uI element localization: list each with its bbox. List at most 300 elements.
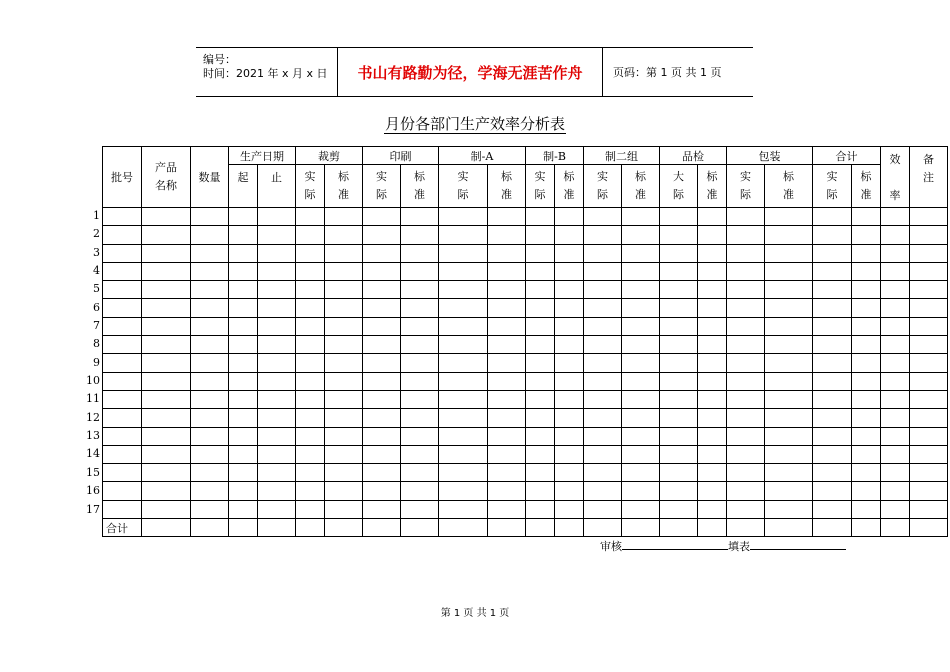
table-cell[interactable] (103, 464, 142, 482)
table-cell[interactable] (910, 262, 948, 280)
table-cell[interactable] (401, 500, 439, 518)
table-cell[interactable] (401, 262, 439, 280)
table-cell[interactable] (727, 317, 765, 335)
review-blank[interactable] (622, 539, 728, 550)
table-cell[interactable] (191, 262, 229, 280)
table-cell[interactable] (622, 262, 660, 280)
table-cell[interactable] (584, 299, 622, 317)
table-cell[interactable] (296, 299, 325, 317)
table-cell[interactable] (881, 317, 910, 335)
table-cell[interactable] (698, 464, 727, 482)
table-cell[interactable] (660, 519, 698, 537)
table-cell[interactable] (103, 317, 142, 335)
table-cell[interactable] (727, 299, 765, 317)
table-cell[interactable] (584, 500, 622, 518)
table-cell[interactable] (813, 281, 852, 299)
table-cell[interactable] (852, 226, 881, 244)
table-cell[interactable] (584, 336, 622, 354)
table-cell[interactable] (103, 262, 142, 280)
table-cell[interactable] (727, 208, 765, 226)
table-cell[interactable] (401, 336, 439, 354)
table-cell[interactable] (881, 390, 910, 408)
table-cell[interactable] (439, 336, 488, 354)
table-cell[interactable] (765, 299, 813, 317)
table-cell[interactable] (401, 519, 439, 537)
table-cell[interactable] (910, 427, 948, 445)
table-cell[interactable] (401, 445, 439, 463)
table-cell[interactable] (765, 390, 813, 408)
table-cell[interactable] (191, 372, 229, 390)
table-cell[interactable] (622, 244, 660, 262)
table-cell[interactable] (910, 208, 948, 226)
table-cell[interactable] (258, 262, 296, 280)
table-cell[interactable] (401, 208, 439, 226)
table-cell[interactable] (584, 519, 622, 537)
table-cell[interactable] (813, 500, 852, 518)
table-cell[interactable] (325, 482, 363, 500)
table-cell[interactable] (191, 519, 229, 537)
table-cell[interactable] (698, 390, 727, 408)
table-cell[interactable] (258, 208, 296, 226)
table-cell[interactable] (555, 299, 584, 317)
table-cell[interactable] (229, 317, 258, 335)
table-cell[interactable] (488, 482, 526, 500)
table-cell[interactable] (363, 299, 401, 317)
table-cell[interactable] (258, 409, 296, 427)
table-cell[interactable] (296, 409, 325, 427)
table-cell[interactable] (622, 500, 660, 518)
table-cell[interactable] (881, 262, 910, 280)
table-cell[interactable] (258, 372, 296, 390)
table-cell[interactable] (910, 226, 948, 244)
table-cell[interactable] (142, 390, 191, 408)
table-cell[interactable] (555, 519, 584, 537)
table-cell[interactable] (439, 409, 488, 427)
table-cell[interactable] (488, 354, 526, 372)
table-cell[interactable] (660, 281, 698, 299)
table-cell[interactable] (555, 281, 584, 299)
table-cell[interactable] (765, 208, 813, 226)
table-cell[interactable] (881, 244, 910, 262)
table-cell[interactable] (258, 299, 296, 317)
table-cell[interactable] (103, 244, 142, 262)
table-cell[interactable] (526, 500, 555, 518)
table-cell[interactable] (526, 427, 555, 445)
table-cell[interactable] (296, 281, 325, 299)
table-cell[interactable] (363, 482, 401, 500)
table-cell[interactable] (727, 281, 765, 299)
table-cell[interactable] (555, 427, 584, 445)
table-cell[interactable] (852, 262, 881, 280)
table-cell[interactable] (142, 299, 191, 317)
table-cell[interactable] (191, 500, 229, 518)
table-cell[interactable] (229, 262, 258, 280)
table-cell[interactable] (584, 354, 622, 372)
table-cell[interactable] (813, 208, 852, 226)
table-cell[interactable] (852, 500, 881, 518)
table-cell[interactable] (103, 500, 142, 518)
table-cell[interactable] (325, 226, 363, 244)
table-cell[interactable] (363, 354, 401, 372)
table-cell[interactable] (142, 464, 191, 482)
table-cell[interactable] (852, 299, 881, 317)
table-cell[interactable] (439, 299, 488, 317)
table-cell[interactable] (191, 317, 229, 335)
table-cell[interactable] (660, 317, 698, 335)
table-cell[interactable] (765, 281, 813, 299)
table-cell[interactable] (813, 445, 852, 463)
table-cell[interactable] (727, 464, 765, 482)
table-cell[interactable] (363, 317, 401, 335)
table-cell[interactable] (660, 244, 698, 262)
table-cell[interactable] (765, 244, 813, 262)
table-cell[interactable] (191, 208, 229, 226)
table-cell[interactable] (401, 372, 439, 390)
table-cell[interactable] (910, 519, 948, 537)
table-cell[interactable] (363, 262, 401, 280)
table-cell[interactable] (439, 464, 488, 482)
table-cell[interactable] (142, 317, 191, 335)
table-cell[interactable] (555, 354, 584, 372)
table-cell[interactable] (910, 281, 948, 299)
table-cell[interactable] (229, 299, 258, 317)
table-cell[interactable] (363, 427, 401, 445)
table-cell[interactable] (103, 390, 142, 408)
table-cell[interactable] (191, 354, 229, 372)
table-cell[interactable] (765, 519, 813, 537)
table-cell[interactable] (488, 336, 526, 354)
table-cell[interactable] (881, 500, 910, 518)
table-cell[interactable] (765, 354, 813, 372)
table-cell[interactable] (229, 372, 258, 390)
table-cell[interactable] (142, 445, 191, 463)
table-cell[interactable] (622, 317, 660, 335)
table-cell[interactable] (852, 519, 881, 537)
table-cell[interactable] (401, 482, 439, 500)
table-cell[interactable] (103, 409, 142, 427)
table-cell[interactable] (488, 226, 526, 244)
table-cell[interactable] (191, 445, 229, 463)
table-cell[interactable] (660, 464, 698, 482)
table-cell[interactable] (698, 226, 727, 244)
table-cell[interactable] (622, 372, 660, 390)
table-cell[interactable] (852, 281, 881, 299)
table-cell[interactable] (910, 464, 948, 482)
table-cell[interactable] (103, 427, 142, 445)
table-cell[interactable] (325, 409, 363, 427)
table-cell[interactable] (660, 299, 698, 317)
table-cell[interactable] (439, 445, 488, 463)
table-cell[interactable] (363, 336, 401, 354)
table-cell[interactable] (325, 500, 363, 518)
table-cell[interactable] (488, 390, 526, 408)
table-cell[interactable] (910, 354, 948, 372)
table-cell[interactable] (660, 482, 698, 500)
table-cell[interactable] (698, 519, 727, 537)
table-cell[interactable] (622, 336, 660, 354)
table-cell[interactable] (660, 427, 698, 445)
table-cell[interactable] (765, 336, 813, 354)
table-cell[interactable] (325, 519, 363, 537)
table-cell[interactable] (142, 519, 191, 537)
table-cell[interactable] (439, 500, 488, 518)
table-cell[interactable] (488, 445, 526, 463)
table-cell[interactable] (584, 281, 622, 299)
table-cell[interactable] (660, 354, 698, 372)
table-cell[interactable] (881, 281, 910, 299)
table-cell[interactable] (488, 464, 526, 482)
table-cell[interactable] (660, 445, 698, 463)
table-cell[interactable] (727, 372, 765, 390)
table-cell[interactable] (191, 336, 229, 354)
table-cell[interactable] (258, 464, 296, 482)
table-cell[interactable] (622, 226, 660, 244)
table-cell[interactable] (142, 262, 191, 280)
table-cell[interactable] (401, 281, 439, 299)
table-cell[interactable] (910, 299, 948, 317)
table-cell[interactable] (439, 372, 488, 390)
table-cell[interactable] (698, 427, 727, 445)
table-cell[interactable] (229, 281, 258, 299)
table-cell[interactable] (401, 299, 439, 317)
table-cell[interactable] (258, 226, 296, 244)
table-cell[interactable] (142, 208, 191, 226)
table-cell[interactable] (296, 482, 325, 500)
table-cell[interactable] (258, 336, 296, 354)
table-cell[interactable] (401, 244, 439, 262)
table-cell[interactable] (191, 427, 229, 445)
table-cell[interactable] (881, 336, 910, 354)
table-cell[interactable] (142, 500, 191, 518)
table-cell[interactable] (325, 445, 363, 463)
table-cell[interactable] (103, 226, 142, 244)
table-cell[interactable] (727, 226, 765, 244)
table-cell[interactable] (584, 372, 622, 390)
table-cell[interactable] (325, 244, 363, 262)
table-cell[interactable] (660, 262, 698, 280)
table-cell[interactable] (296, 317, 325, 335)
table-cell[interactable] (813, 336, 852, 354)
table-cell[interactable] (910, 500, 948, 518)
table-cell[interactable] (852, 445, 881, 463)
table-cell[interactable] (103, 281, 142, 299)
table-cell[interactable] (727, 244, 765, 262)
table-cell[interactable] (325, 317, 363, 335)
table-cell[interactable] (526, 208, 555, 226)
table-cell[interactable] (526, 409, 555, 427)
table-cell[interactable] (727, 482, 765, 500)
table-cell[interactable] (229, 354, 258, 372)
table-cell[interactable] (555, 226, 584, 244)
table-cell[interactable] (526, 262, 555, 280)
table-cell[interactable] (526, 317, 555, 335)
table-cell[interactable] (363, 445, 401, 463)
table-cell[interactable] (727, 390, 765, 408)
table-cell[interactable] (765, 262, 813, 280)
table-cell[interactable] (296, 354, 325, 372)
filled-by-blank[interactable] (750, 539, 846, 550)
table-cell[interactable] (727, 336, 765, 354)
table-cell[interactable] (142, 354, 191, 372)
table-cell[interactable] (910, 244, 948, 262)
table-cell[interactable] (142, 281, 191, 299)
table-cell[interactable] (765, 226, 813, 244)
table-cell[interactable] (258, 500, 296, 518)
table-cell[interactable] (852, 464, 881, 482)
table-cell[interactable] (142, 482, 191, 500)
table-cell[interactable] (488, 500, 526, 518)
table-cell[interactable] (584, 390, 622, 408)
table-cell[interactable] (852, 244, 881, 262)
table-cell[interactable] (727, 519, 765, 537)
table-cell[interactable] (296, 519, 325, 537)
table-cell[interactable] (142, 427, 191, 445)
table-cell[interactable] (698, 317, 727, 335)
table-cell[interactable] (325, 354, 363, 372)
table-cell[interactable] (622, 464, 660, 482)
table-cell[interactable] (296, 262, 325, 280)
table-cell[interactable] (813, 482, 852, 500)
table-cell[interactable] (813, 244, 852, 262)
table-cell[interactable] (325, 372, 363, 390)
table-cell[interactable] (813, 390, 852, 408)
table-cell[interactable] (622, 281, 660, 299)
table-cell[interactable] (727, 500, 765, 518)
table-cell[interactable] (698, 500, 727, 518)
table-cell[interactable] (229, 409, 258, 427)
table-cell[interactable] (813, 226, 852, 244)
table-cell[interactable] (555, 445, 584, 463)
table-cell[interactable] (488, 427, 526, 445)
table-cell[interactable] (813, 372, 852, 390)
table-cell[interactable] (698, 244, 727, 262)
table-cell[interactable] (526, 281, 555, 299)
table-cell[interactable] (555, 409, 584, 427)
table-cell[interactable] (229, 244, 258, 262)
table-cell[interactable] (881, 372, 910, 390)
table-cell[interactable] (488, 208, 526, 226)
table-cell[interactable] (584, 317, 622, 335)
table-cell[interactable] (296, 390, 325, 408)
table-cell[interactable] (852, 208, 881, 226)
table-cell[interactable] (765, 409, 813, 427)
table-cell[interactable] (142, 244, 191, 262)
table-cell[interactable] (555, 208, 584, 226)
table-cell[interactable] (325, 390, 363, 408)
table-cell[interactable] (852, 390, 881, 408)
table-cell[interactable] (698, 262, 727, 280)
table-cell[interactable] (526, 336, 555, 354)
table-cell[interactable] (103, 372, 142, 390)
table-cell[interactable] (910, 336, 948, 354)
table-cell[interactable] (813, 354, 852, 372)
table-cell[interactable] (401, 427, 439, 445)
table-cell[interactable] (881, 208, 910, 226)
table-cell[interactable] (296, 464, 325, 482)
table-cell[interactable] (660, 409, 698, 427)
table-cell[interactable] (584, 262, 622, 280)
table-cell[interactable] (103, 445, 142, 463)
table-cell[interactable] (813, 464, 852, 482)
table-cell[interactable] (526, 354, 555, 372)
table-cell[interactable] (325, 336, 363, 354)
table-cell[interactable] (258, 317, 296, 335)
table-cell[interactable] (439, 226, 488, 244)
table-cell[interactable] (765, 482, 813, 500)
table-cell[interactable] (439, 519, 488, 537)
table-cell[interactable] (325, 281, 363, 299)
table-cell[interactable] (439, 390, 488, 408)
table-cell[interactable] (813, 299, 852, 317)
table-cell[interactable] (103, 336, 142, 354)
table-cell[interactable] (622, 519, 660, 537)
table-cell[interactable] (584, 482, 622, 500)
table-cell[interactable] (363, 372, 401, 390)
table-cell[interactable] (526, 482, 555, 500)
table-cell[interactable] (363, 226, 401, 244)
table-cell[interactable] (258, 354, 296, 372)
table-cell[interactable] (296, 445, 325, 463)
table-cell[interactable] (229, 208, 258, 226)
table-cell[interactable] (363, 390, 401, 408)
table-cell[interactable] (488, 409, 526, 427)
table-cell[interactable] (555, 262, 584, 280)
table-cell[interactable] (660, 390, 698, 408)
table-cell[interactable] (727, 354, 765, 372)
table-cell[interactable] (881, 445, 910, 463)
table-cell[interactable] (526, 390, 555, 408)
table-cell[interactable] (488, 372, 526, 390)
table-cell[interactable] (584, 464, 622, 482)
table-cell[interactable] (727, 262, 765, 280)
table-cell[interactable] (258, 519, 296, 537)
table-cell[interactable] (698, 372, 727, 390)
table-cell[interactable] (622, 445, 660, 463)
table-cell[interactable] (191, 244, 229, 262)
table-cell[interactable] (526, 226, 555, 244)
table-cell[interactable] (910, 390, 948, 408)
table-cell[interactable] (363, 208, 401, 226)
table-cell[interactable] (439, 482, 488, 500)
table-cell[interactable] (229, 390, 258, 408)
table-cell[interactable] (401, 317, 439, 335)
table-cell[interactable] (191, 464, 229, 482)
table-cell[interactable] (363, 281, 401, 299)
table-cell[interactable] (555, 390, 584, 408)
table-cell[interactable] (584, 409, 622, 427)
table-cell[interactable] (363, 409, 401, 427)
table-cell[interactable] (296, 372, 325, 390)
table-cell[interactable] (727, 445, 765, 463)
table-cell[interactable] (727, 409, 765, 427)
table-cell[interactable] (526, 519, 555, 537)
table-cell[interactable] (191, 390, 229, 408)
table-cell[interactable] (555, 482, 584, 500)
table-cell[interactable] (103, 208, 142, 226)
table-cell[interactable] (488, 519, 526, 537)
table-cell[interactable] (439, 354, 488, 372)
table-cell[interactable] (881, 409, 910, 427)
table-cell[interactable] (698, 336, 727, 354)
table-cell[interactable] (142, 409, 191, 427)
table-cell[interactable] (881, 299, 910, 317)
table-cell[interactable] (622, 390, 660, 408)
table-cell[interactable] (765, 372, 813, 390)
table-cell[interactable] (555, 317, 584, 335)
table-cell[interactable] (526, 299, 555, 317)
table-cell[interactable] (555, 464, 584, 482)
table-cell[interactable] (229, 482, 258, 500)
